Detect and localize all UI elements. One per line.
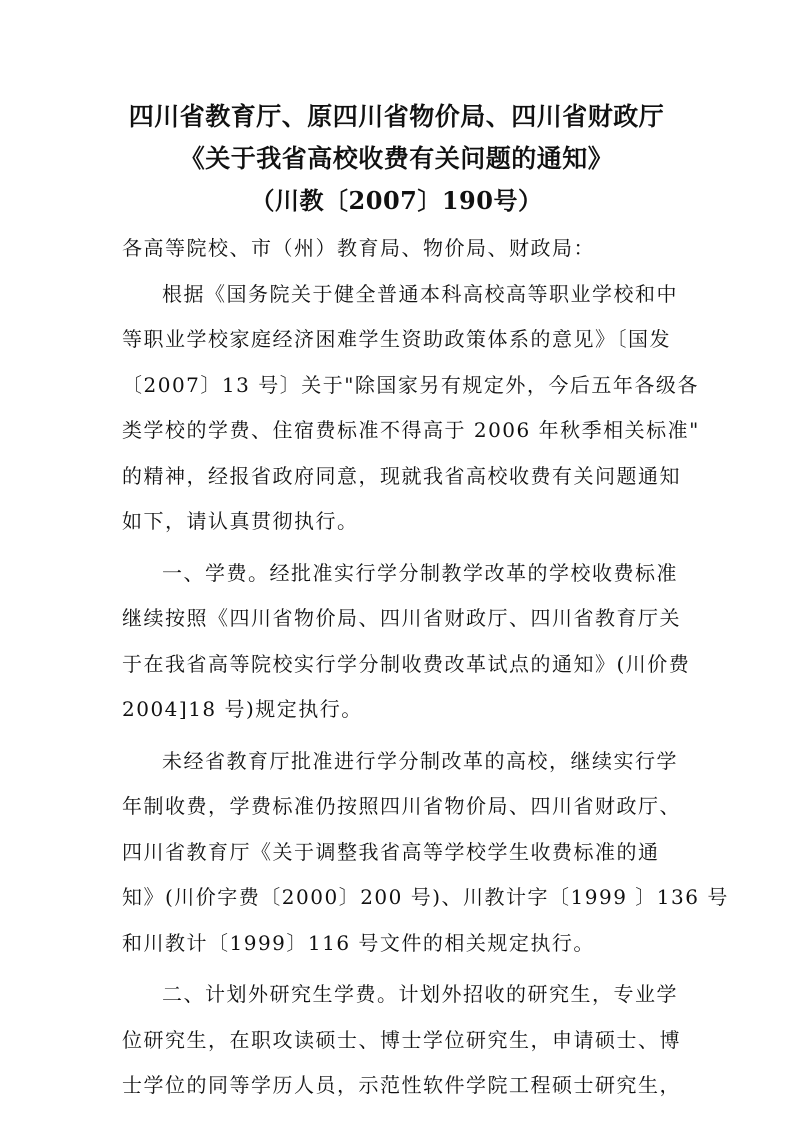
paragraph-line: 类学校的学费、住宿费标准不得高于 2006 年秋季相关标准" [122,418,700,442]
paragraph-line: 继续按照《四川省物价局、四川省财政厅、四川省教育厅关 [122,606,681,630]
paragraph-line: 未经省教育厅批准进行学分制改革的高校，继续实行学 [162,748,678,773]
paragraph-line: 和川教计〔1999〕116 号文件的相关规定执行。 [122,930,595,955]
document-title [100,96,693,222]
paragraph-line: 的精神，经报省政府同意，现就我省高校收费有关问题通知 [122,463,681,488]
paragraph-line: 年制收费，学费标准仍按照四川省物价局、四川省财政厅、 [122,794,681,818]
paragraph-graduate-tuition [122,972,681,1109]
paragraph-line: 知》(川价字费〔2000〕200 号)、川教计字〔1999 〕136 号 [122,885,729,909]
salutation: 各高等院校、市（州）教育局、物价局、财政局： [122,236,595,260]
paragraph-line: 士学位的同等学历人员，示范性软件学院工程硕士研究生， [122,1073,681,1097]
paragraph-tuition [122,551,691,733]
paragraph-line: 位研究生，在职攻读硕士、博士学位研究生，申请硕士、博 [122,1027,681,1052]
paragraph-line: 四川省教育厅《关于调整我省高等学校学生收费标准的通 [122,839,660,864]
paragraph-line: 等职业学校家庭经济困难学生资助政策体系的意见》〔国发 [122,327,671,351]
paragraph-line: 〔2007〕13 号〕关于"除国家另有规定外，今后五年各级各 [122,372,699,397]
paragraph-line: 一、学费。经批准实行学分制教学改革的学校收费标准 [162,560,678,585]
paragraph-intro [122,272,700,545]
paragraph-year-system [122,739,729,967]
title-line-notice-name: 《关于我省高校收费有关问题的通知》 [179,144,614,173]
paragraph-line: 二、计划外研究生学费。计划外招收的研究生，专业学 [162,982,678,1006]
paragraph-line: 于在我省高等院校实行学分制收费改革试点的通知》(川价费 [122,651,691,676]
paragraph-line: 如下，请认真贯彻执行。 [122,509,359,533]
document-body [122,226,729,1109]
title-line-document-number: （川教〔2007〕190号） [250,186,543,215]
title-line-issuers: 四川省教育厅、原四川省物价局、四川省财政厅 [128,102,665,131]
paragraph-line: 根据《国务院关于健全普通本科高校高等职业学校和中 [162,281,678,306]
paragraph-line: 2004]18 号)规定执行。 [122,697,363,721]
